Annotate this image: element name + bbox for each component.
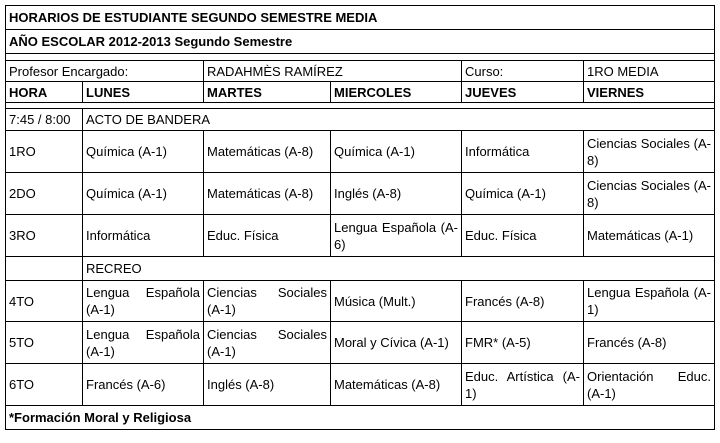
hora-cell: 4TO bbox=[6, 281, 83, 322]
class-cell: Matemáticas (A-1) bbox=[584, 215, 715, 257]
class-cell: Francés (A-8) bbox=[584, 322, 715, 364]
acto-label: ACTO DE BANDERA bbox=[83, 109, 715, 131]
header-hora: HORA bbox=[6, 82, 83, 103]
schedule-table bbox=[5, 5, 715, 430]
class-cell: Francés (A-6) bbox=[83, 364, 204, 406]
recreo-label: RECREO bbox=[83, 257, 715, 281]
class-cell: Informática bbox=[83, 215, 204, 257]
header-miercoles: MIERCOLES bbox=[331, 82, 462, 103]
spacer-row bbox=[6, 54, 715, 61]
class-cell: Química (A-1) bbox=[462, 173, 584, 215]
class-cell: Inglés (A-8) bbox=[331, 173, 462, 215]
header-martes: MARTES bbox=[204, 82, 331, 103]
class-cell: Matemáticas (A-8) bbox=[331, 364, 462, 406]
class-cell: Lengua Española (A-1) bbox=[83, 281, 204, 322]
class-cell: Ciencias Sociales (A-1) bbox=[204, 281, 331, 322]
recreo-row bbox=[6, 257, 715, 281]
class-cell: Educ. Física bbox=[204, 215, 331, 257]
header-lunes: LUNES bbox=[83, 82, 204, 103]
header-viernes: VIERNES bbox=[584, 82, 715, 103]
class-cell: Educ. Física bbox=[462, 215, 584, 257]
class-cell: Francés (A-8) bbox=[462, 281, 584, 322]
class-cell: Orientación Educ. (A-1) bbox=[584, 364, 715, 406]
acto-hora: 7:45 / 8:00 bbox=[6, 109, 83, 131]
table-row bbox=[6, 215, 715, 257]
class-cell: Química (A-1) bbox=[331, 131, 462, 173]
class-cell: Inglés (A-8) bbox=[204, 364, 331, 406]
table-row bbox=[6, 281, 715, 322]
class-cell: Ciencias Sociales (A-1) bbox=[204, 322, 331, 364]
class-cell: Moral y Cívica (A-1) bbox=[331, 322, 462, 364]
class-cell: Lengua Española (A-1) bbox=[83, 322, 204, 364]
footnote: *Formación Moral y Religiosa bbox=[6, 406, 715, 430]
class-cell: Ciencias Sociales (A-8) bbox=[584, 173, 715, 215]
class-cell: Educ. Artística (A-1) bbox=[462, 364, 584, 406]
hora-cell: 6TO bbox=[6, 364, 83, 406]
class-cell: Música (Mult.) bbox=[331, 281, 462, 322]
class-cell: Lengua Española (A-6) bbox=[331, 215, 462, 257]
info-row bbox=[6, 61, 715, 82]
class-cell: Matemáticas (A-8) bbox=[204, 131, 331, 173]
class-cell: FMR* (A-5) bbox=[462, 322, 584, 364]
table-row bbox=[6, 364, 715, 406]
hora-cell: 2DO bbox=[6, 173, 83, 215]
acto-row bbox=[6, 109, 715, 131]
class-cell: Química (A-1) bbox=[83, 173, 204, 215]
class-cell: Informática bbox=[462, 131, 584, 173]
schedule-title: HORARIOS DE ESTUDIANTE SEGUNDO SEMESTRE MEDIA bbox=[6, 6, 715, 30]
profesor-label: Profesor Encargado: bbox=[6, 61, 204, 82]
hora-cell: 3RO bbox=[6, 215, 83, 257]
table-row bbox=[6, 131, 715, 173]
header-row bbox=[6, 82, 715, 103]
recreo-hora bbox=[6, 257, 83, 281]
table-row bbox=[6, 173, 715, 215]
class-cell: Lengua Española (A-1) bbox=[584, 281, 715, 322]
class-cell: Matemáticas (A-8) bbox=[204, 173, 331, 215]
class-cell: Química (A-1) bbox=[83, 131, 204, 173]
class-cell: Ciencias Sociales (A-8) bbox=[584, 131, 715, 173]
hora-cell: 1RO bbox=[6, 131, 83, 173]
header-jueves: JUEVES bbox=[462, 82, 584, 103]
table-row bbox=[6, 322, 715, 364]
curso-label: Curso: bbox=[462, 61, 584, 82]
hora-cell: 5TO bbox=[6, 322, 83, 364]
school-year: AÑO ESCOLAR 2012-2013 Segundo Semestre bbox=[6, 30, 715, 54]
profesor-value: RADAHMÈS RAMÍREZ bbox=[204, 61, 462, 82]
curso-value: 1RO MEDIA bbox=[584, 61, 715, 82]
